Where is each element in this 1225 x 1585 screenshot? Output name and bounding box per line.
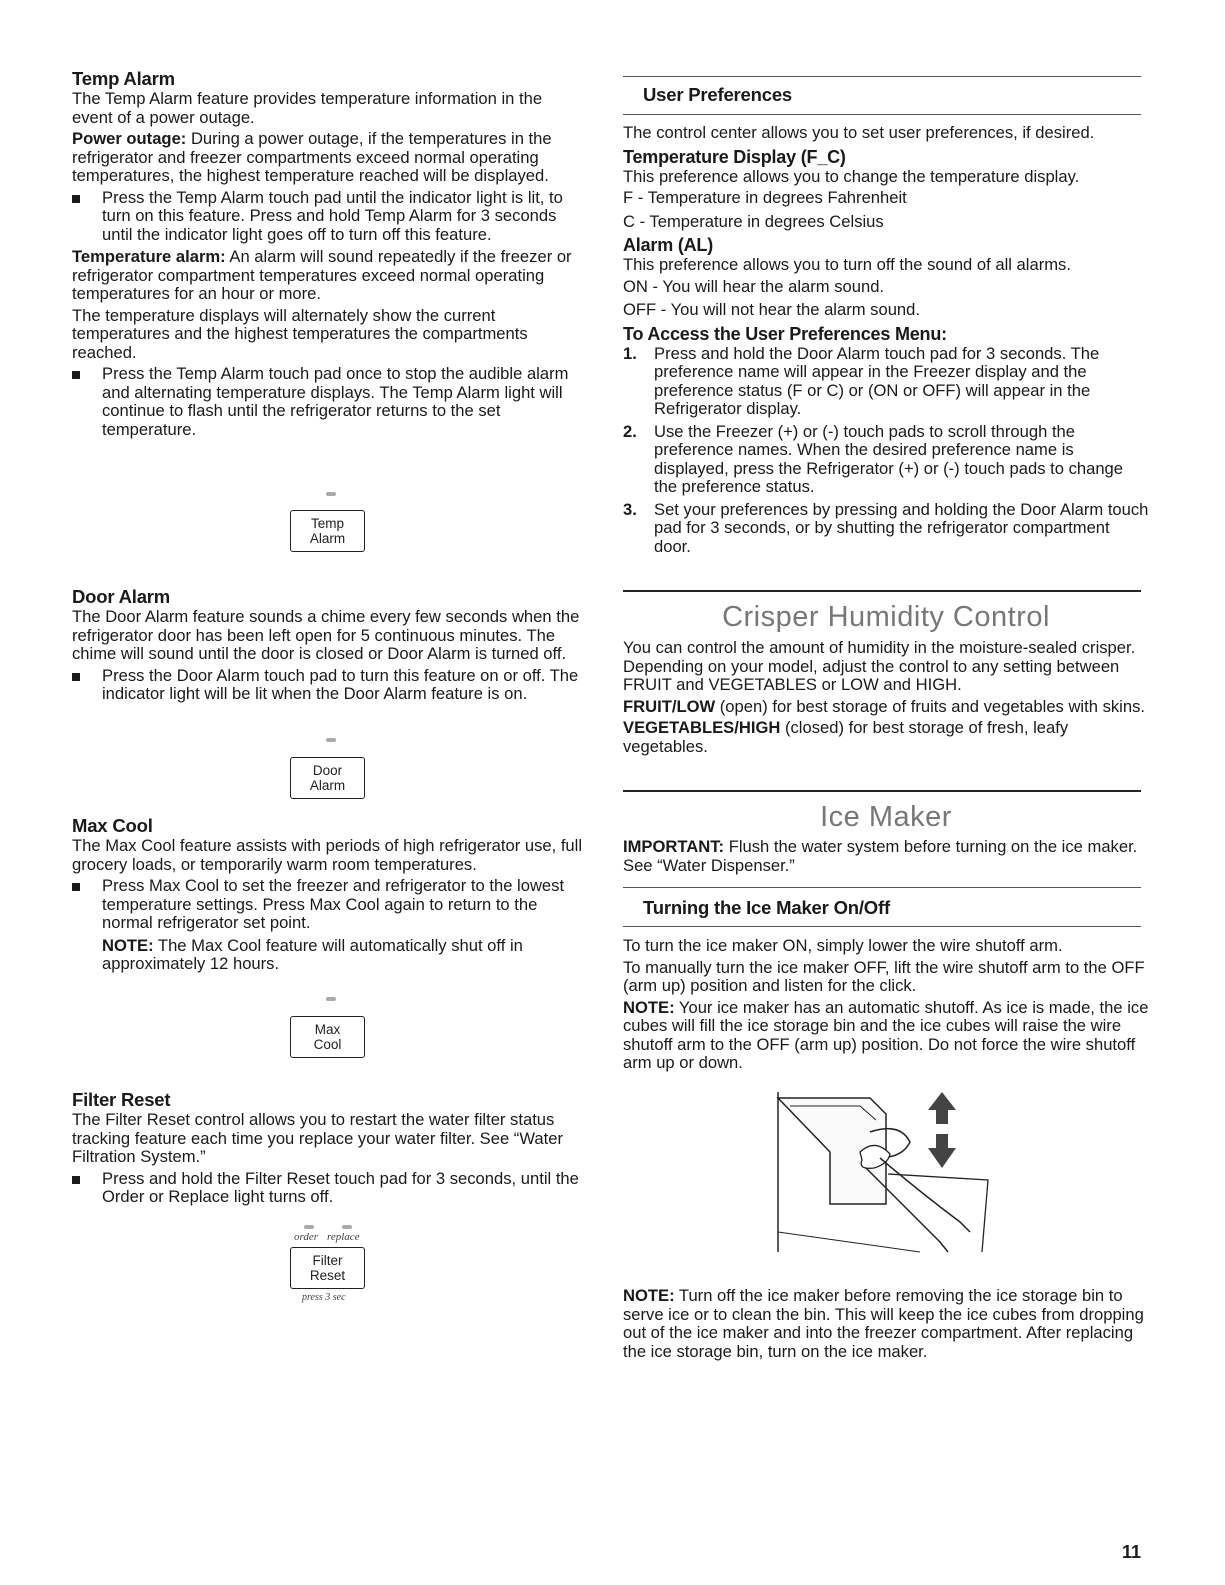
temp-alarm-bullet-1: Press the Temp Alarm touch pad until the indicator light is lit, to turn on this feature. Press and hold Temp Alarm for 3 seconds until the indicator light goes off to turn off this feature. — [72, 189, 587, 245]
ice-maker-title: Ice Maker — [820, 801, 952, 833]
arrow-down-icon — [928, 1134, 956, 1168]
max-cool-intro: The Max Cool feature assists with periods of high refrigerator use, full grocery loads, or temporarily warm room temperatures. — [72, 836, 583, 874]
temperature-displays-paragraph: The temperature displays will alternately show the current temperatures and the highest temperatures the compartments reached. — [72, 305, 528, 362]
press-3-sec-label: press 3 sec — [302, 1292, 346, 1303]
ice-maker-note-2-section — [623, 1287, 1149, 1364]
filter-reset-section — [72, 1089, 587, 1211]
temp-alarm-heading: Temp Alarm — [72, 68, 175, 89]
ice-on-text: To turn the ice maker ON, simply lower the wire shutoff arm. — [623, 936, 1063, 955]
alarm-on-line: ON - You will hear the alarm sound. — [623, 276, 885, 296]
onoff-bottom-rule — [623, 926, 1141, 927]
fruit-low-lead: FRUIT/LOW — [623, 696, 716, 716]
order-indicator-light — [304, 1225, 314, 1229]
max-cool-indicator-light — [326, 997, 336, 1001]
temp-alarm-pad-line2: Alarm — [309, 531, 346, 546]
fruit-low-text: (open) for best storage of fruits and vegetables with skins. — [715, 696, 1145, 716]
user-prefs-heading: User Preferences — [643, 84, 793, 105]
access-menu-heading: To Access the User Preferences Menu: — [623, 323, 947, 344]
access-step-3 — [623, 501, 1149, 557]
temp-alarm-bullet-2: Press the Temp Alarm touch pad once to stop the audible alarm and alternating temperature displays. The Temp Alarm light will continue to flash until the refrigerator returns to the set temperature. — [72, 365, 587, 439]
door-alarm-pad-line1: Door — [312, 763, 343, 778]
important-paragraph — [623, 838, 1149, 875]
crisper-top-rule — [623, 590, 1141, 592]
max-cool-bullet-1: Press Max Cool to set the freezer and refrigerator to the lowest temperature settings. Press Max Cool again to return to the normal refrigerator set point. — [72, 877, 587, 933]
arrow-up-icon — [928, 1092, 956, 1124]
ice-note-2-lead: NOTE: — [623, 1286, 675, 1305]
shelf-line — [778, 1232, 920, 1252]
temperature-alarm-paragraph — [72, 248, 587, 304]
temp-display-heading: Temperature Display (F_C) — [623, 146, 846, 167]
temp-alarm-intro: The Temp Alarm feature provides temperature information in the event of a power outage. — [72, 89, 543, 127]
step-2-number: 2. — [623, 421, 637, 441]
max-cool-note-lead: NOTE: — [102, 935, 154, 955]
ice-maker-important — [623, 838, 1149, 878]
temp-alarm-indicator-light — [326, 492, 336, 496]
max-cool-section — [72, 815, 587, 977]
fahrenheit-line: F - Temperature in degrees Fahrenheit — [623, 188, 907, 207]
user-prefs-bottom-rule — [623, 114, 1141, 115]
alarm-pref-text: This preference allows you to turn off the sound of all alarms. — [623, 255, 1071, 274]
order-label: order — [294, 1231, 319, 1243]
filter-reset-pad-line2: Reset — [309, 1268, 346, 1283]
ice-maker-top-rule — [623, 790, 1141, 792]
ice-note-1-lead: NOTE: — [623, 997, 675, 1017]
filter-reset-touch-pad[interactable] — [290, 1247, 365, 1289]
temperature-alarm-lead: Temperature alarm: — [72, 247, 226, 266]
filter-reset-pad-line1: Filter — [312, 1253, 343, 1268]
max-cool-note — [72, 937, 587, 974]
ice-note-1-text: Your ice maker has an automatic shutoff. As ice is made, the ice cubes will fill the ice storage bin and the ice cubes will raise the wire shutoff arm to the OFF (arm up) position. Do not force the wire shutoff arm up or down. — [623, 997, 1149, 1072]
door-alarm-heading: Door Alarm — [72, 586, 171, 607]
ice-maker-illustration — [770, 1092, 1000, 1272]
important-text: Flush the water system before turning on the ice maker. See “Water Dispenser.” — [623, 837, 1138, 875]
access-step-1 — [623, 345, 1149, 419]
temp-alarm-pad-line1: Temp — [310, 516, 344, 531]
crisper-title: Crisper Humidity Control — [722, 601, 1050, 633]
ice-note-2 — [623, 1287, 1149, 1361]
important-lead: IMPORTANT: — [623, 837, 725, 856]
temp-alarm-section — [72, 68, 587, 443]
door-alarm-bullet-1: Press the Door Alarm touch pad to turn this feature on or off. The indicator light will be lit when the Door Alarm feature is on. — [72, 667, 587, 704]
crisper-section — [623, 639, 1149, 759]
onoff-top-rule — [623, 887, 1141, 888]
step-3-text: Set your preferences by pressing and holding the Door Alarm touch pad for 3 seconds, or by shutting the refrigerator compartment door. — [654, 499, 1149, 556]
step-3-number: 3. — [623, 499, 637, 519]
filter-reset-heading: Filter Reset — [72, 1089, 171, 1110]
step-2-text: Use the Freezer (+) or (-) touch pads to scroll through the preference names. When the desired preference name is displayed, press the Refrigerator (+) or (-) touch pads to change the preference status. — [654, 421, 1124, 496]
filter-reset-intro: The Filter Reset control allows you to restart the water filter status tracking feature each time you replace your water filter. See “Water Filtration System.” — [72, 1110, 563, 1166]
veg-high-paragraph — [623, 719, 1149, 756]
user-prefs-top-rule — [623, 76, 1141, 77]
crisper-intro: You can control the amount of humidity in the moisture-sealed crisper. Depending on your model, adjust the control to any setting between FRUIT and VEGETABLES or LOW and HIGH. — [623, 638, 1136, 694]
ice-maker-onoff-section — [623, 937, 1149, 1076]
door-alarm-indicator-light — [326, 738, 336, 742]
veg-high-text: (closed) for best storage of fresh, leafy vegetables. — [623, 718, 1069, 756]
door-alarm-section — [72, 586, 587, 708]
temp-alarm-touch-pad[interactable] — [290, 510, 365, 552]
max-cool-heading: Max Cool — [72, 815, 153, 836]
user-prefs-section — [623, 124, 1149, 560]
replace-indicator-light — [342, 1225, 352, 1229]
temp-display-text: This preference allows you to change the temperature display. — [623, 166, 1080, 186]
fruit-low-paragraph — [623, 698, 1149, 717]
door-alarm-intro: The Door Alarm feature sounds a chime every few seconds when the refrigerator door has been left open for 5 continuous minutes. The chime will sound until the door is closed or Door Alarm is turned off. — [72, 607, 580, 663]
alarm-off-line: OFF - You will not hear the alarm sound. — [623, 300, 920, 319]
power-outage-paragraph — [72, 130, 587, 186]
replace-label: replace — [327, 1231, 360, 1243]
filter-reset-bullet-1: Press and hold the Filter Reset touch pad for 3 seconds, until the Order or Replace light turns off. — [72, 1170, 587, 1207]
user-prefs-intro: The control center allows you to set user preferences, if desired. — [623, 123, 1095, 142]
access-step-2 — [623, 423, 1149, 497]
power-outage-lead: Power outage: — [72, 129, 187, 148]
max-cool-note-text: The Max Cool feature will automatically shut off in approximately 12 hours. — [102, 935, 523, 973]
door-alarm-pad-line2: Alarm — [309, 778, 346, 793]
ice-note-2-text: Turn off the ice maker before removing the ice storage bin to serve ice or to clean the bin. This will keep the ice cubes from dropping out of the ice maker and into the freezer compartment. After replacing the ice storage bin, turn on the ice maker. — [623, 1286, 1144, 1361]
max-cool-touch-pad[interactable] — [290, 1016, 365, 1058]
step-1-number: 1. — [623, 343, 637, 363]
step-1-text: Press and hold the Door Alarm touch pad for 3 seconds. The preference name will appear in the Freezer display and the preference status (F or C) or (ON or OFF) will appear in the Refrigerator display. — [654, 343, 1100, 418]
page-number: 11 — [1121, 1542, 1141, 1562]
power-outage-text: During a power outage, if the temperatures in the refrigerator and freezer compartments exceed normal operating temperatures, the highest temperature reached will be displayed. — [72, 129, 552, 185]
alarm-pref-heading: Alarm (AL) — [623, 235, 714, 255]
temperature-alarm-text: An alarm will sound repeatedly if the freezer or refrigerator compartment temperatures exceed normal operating temperatures for an hour or more. — [72, 247, 572, 303]
onoff-heading: Turning the Ice Maker On/Off — [643, 897, 890, 918]
max-cool-pad-line1: Max — [314, 1022, 341, 1037]
veg-high-lead: VEGETABLES/HIGH — [623, 718, 781, 737]
door-alarm-touch-pad[interactable] — [290, 757, 365, 799]
max-cool-pad-line2: Cool — [313, 1037, 342, 1052]
ice-off-text: To manually turn the ice maker OFF, lift the wire shutoff arm to the OFF (arm up) position and listen for the click. — [623, 957, 1145, 995]
ice-note-1 — [623, 999, 1149, 1073]
celsius-line: C - Temperature in degrees Celsius — [623, 211, 884, 231]
